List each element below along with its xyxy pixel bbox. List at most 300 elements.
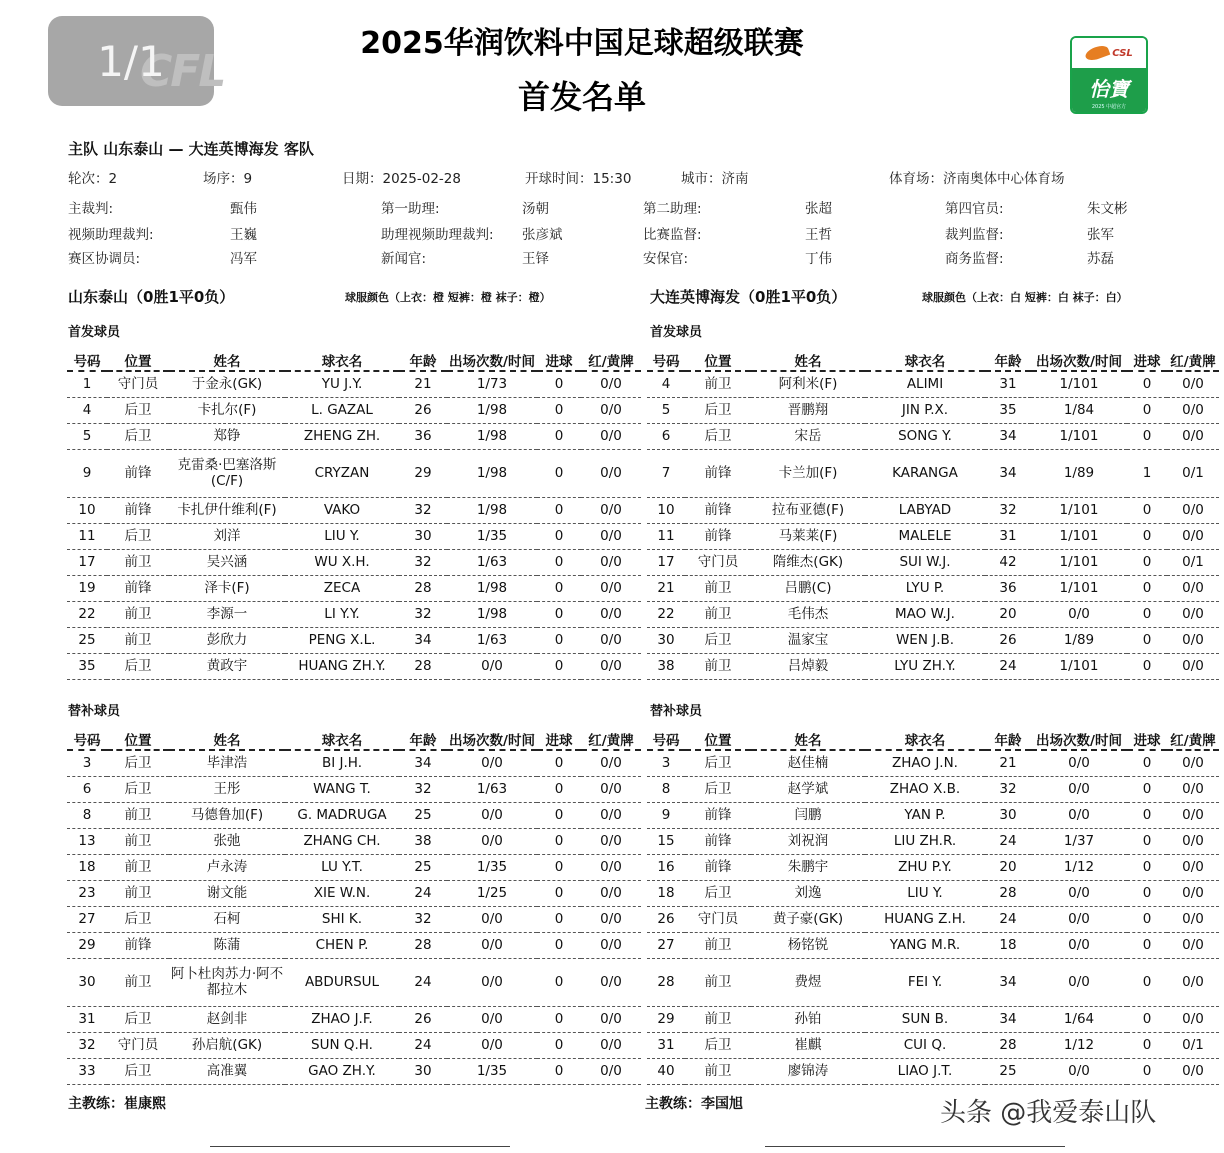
table-row	[647, 549, 1219, 575]
table-cell: 0/0	[1167, 423, 1219, 449]
table-cell: 0	[1127, 627, 1167, 653]
column-header: 号码	[67, 349, 107, 371]
table-row	[67, 1032, 641, 1058]
table-cell: 21	[985, 750, 1031, 776]
table-cell: 1/12	[1031, 854, 1127, 880]
table-cell: 33	[67, 1058, 107, 1084]
table-cell: 0/0	[1031, 932, 1127, 958]
table-cell: 前锋	[685, 802, 751, 828]
table-cell: 4	[67, 397, 107, 423]
table-row	[67, 627, 641, 653]
table-cell: 30	[985, 802, 1031, 828]
table-cell: 阿卜杜肉苏力·阿不都拉木	[169, 958, 285, 1006]
table-cell: 0/0	[581, 653, 641, 679]
official-name: 丁伟	[805, 251, 832, 267]
table-cell: 34	[985, 423, 1031, 449]
home-starting-label: 首发球员	[68, 325, 121, 340]
table-cell: 1/101	[1031, 575, 1127, 601]
table-cell: 0	[1127, 750, 1167, 776]
table-cell: 10	[67, 497, 107, 523]
column-header: 进球	[1127, 349, 1167, 371]
table-cell: 34	[399, 627, 447, 653]
table-cell: 0	[1127, 906, 1167, 932]
table-cell: 杨铭锐	[751, 932, 865, 958]
table-row	[67, 932, 641, 958]
table-cell: LYU ZH.Y.	[865, 653, 985, 679]
table-cell: 后卫	[107, 906, 169, 932]
table-cell: 守门员	[685, 906, 751, 932]
table-cell: 0	[1127, 880, 1167, 906]
official-role: 比赛监督:	[643, 227, 702, 243]
table-cell: 0/0	[581, 423, 641, 449]
table-cell: 0	[1127, 1058, 1167, 1084]
table-cell: 前卫	[107, 880, 169, 906]
table-cell: 0/0	[581, 397, 641, 423]
column-header: 出场次数/时间	[447, 349, 537, 371]
table-row	[647, 932, 1219, 958]
table-cell: 20	[985, 854, 1031, 880]
table-cell: 石柯	[169, 906, 285, 932]
home-coach	[68, 1093, 166, 1113]
away-starting-table	[647, 349, 1219, 680]
table-cell: 0/0	[581, 627, 641, 653]
table-cell: 守门员	[107, 371, 169, 397]
table-cell: 21	[647, 575, 685, 601]
table-cell: WANG T.	[285, 776, 399, 802]
table-cell: LIAO J.T.	[865, 1058, 985, 1084]
table-cell: CRYZAN	[285, 449, 399, 497]
table-cell: 前锋	[685, 449, 751, 497]
column-header: 号码	[647, 349, 685, 371]
table-cell: ALIMI	[865, 371, 985, 397]
table-cell: 0/0	[1167, 1006, 1219, 1032]
table-cell: 1/35	[447, 523, 537, 549]
column-header: 出场次数/时间	[1031, 728, 1127, 750]
column-header: 球衣名	[285, 349, 399, 371]
column-header: 红/黄牌	[581, 349, 641, 371]
watermark: 头条 @我爱泰山队	[940, 1098, 1157, 1128]
official-role: 新闻官:	[381, 251, 427, 267]
table-cell: 3	[67, 750, 107, 776]
table-cell: 前锋	[685, 523, 751, 549]
table-cell: 0	[1127, 802, 1167, 828]
table-cell: BI J.H.	[285, 750, 399, 776]
column-header: 年龄	[399, 349, 447, 371]
table-cell: 0	[1127, 397, 1167, 423]
table-cell: 赵学斌	[751, 776, 865, 802]
table-cell: 0	[1127, 601, 1167, 627]
table-cell: 0/0	[1031, 802, 1127, 828]
table-cell: 后卫	[107, 1058, 169, 1084]
table-row	[67, 802, 641, 828]
table-cell: 1/25	[447, 880, 537, 906]
table-cell: 刘逸	[751, 880, 865, 906]
table-cell: 后卫	[107, 750, 169, 776]
table-cell: KARANGA	[865, 449, 985, 497]
table-cell: 0/0	[581, 371, 641, 397]
table-cell: 22	[67, 601, 107, 627]
table-cell: 28	[985, 1032, 1031, 1058]
table-cell: 28	[647, 958, 685, 1006]
table-cell: 崔麒	[751, 1032, 865, 1058]
table-cell: 0/1	[1167, 549, 1219, 575]
table-cell: 后卫	[685, 750, 751, 776]
table-cell: 31	[647, 1032, 685, 1058]
table-cell: 1/35	[447, 854, 537, 880]
table-cell: 泽卡(F)	[169, 575, 285, 601]
table-cell: 0/0	[1167, 397, 1219, 423]
table-cell: 31	[985, 523, 1031, 549]
table-cell: 0/0	[1167, 932, 1219, 958]
table-cell: 18	[647, 880, 685, 906]
table-cell: 24	[985, 906, 1031, 932]
table-cell: 0	[1127, 497, 1167, 523]
table-cell: ZHANG CH.	[285, 828, 399, 854]
table-cell: 0	[537, 1006, 581, 1032]
logo-brand: 怡寶	[1089, 76, 1129, 101]
away-team-title: 大连英博海发（0胜1平0负）	[650, 288, 847, 306]
table-cell: 1	[1127, 449, 1167, 497]
table-cell: 0/0	[1031, 776, 1127, 802]
table-cell: 前卫	[685, 575, 751, 601]
table-row	[67, 497, 641, 523]
table-cell: 陈蒲	[169, 932, 285, 958]
table-cell: 守门员	[107, 1032, 169, 1058]
table-cell: 1/89	[1031, 627, 1127, 653]
table-cell: 9	[67, 449, 107, 497]
column-header: 号码	[647, 728, 685, 750]
round-info: 轮次：2	[68, 171, 118, 187]
column-header: 位置	[685, 728, 751, 750]
table-row	[647, 601, 1219, 627]
table-cell: 24	[399, 880, 447, 906]
table-cell: 黄子豪(GK)	[751, 906, 865, 932]
table-cell: 0/0	[1167, 371, 1219, 397]
table-row	[647, 958, 1219, 1006]
table-cell: LIU Y.	[285, 523, 399, 549]
table-cell: 廖锦涛	[751, 1058, 865, 1084]
table-cell: 1/98	[447, 423, 537, 449]
table-cell: 1	[67, 371, 107, 397]
official-name: 王巍	[230, 227, 257, 243]
away-subs-table	[647, 728, 1219, 1085]
table-row	[647, 1058, 1219, 1084]
table-cell: 25	[399, 802, 447, 828]
table-cell: 0	[1127, 958, 1167, 1006]
column-header: 姓名	[169, 728, 285, 750]
table-cell: 0	[537, 932, 581, 958]
table-cell: 0/0	[1167, 627, 1219, 653]
table-cell: 前卫	[107, 627, 169, 653]
table-cell: 0	[1127, 828, 1167, 854]
table-cell: 隋维杰(GK)	[751, 549, 865, 575]
table-cell: 0	[537, 397, 581, 423]
table-cell: 0/0	[581, 958, 641, 1006]
table-cell: 11	[647, 523, 685, 549]
table-cell: 29	[399, 449, 447, 497]
table-cell: 32	[399, 601, 447, 627]
column-header: 进球	[537, 349, 581, 371]
table-row	[67, 371, 641, 397]
table-cell: 阿利米(F)	[751, 371, 865, 397]
table-cell: 27	[647, 932, 685, 958]
table-cell: 0/0	[447, 828, 537, 854]
table-row	[67, 828, 641, 854]
table-cell: 1/101	[1031, 423, 1127, 449]
table-cell: 9	[647, 802, 685, 828]
table-cell: 26	[985, 627, 1031, 653]
table-row	[647, 653, 1219, 679]
column-header: 红/黄牌	[1167, 349, 1219, 371]
table-cell: 0/0	[1167, 880, 1219, 906]
table-cell: SUN B.	[865, 1006, 985, 1032]
table-cell: 8	[67, 802, 107, 828]
table-cell: 1/37	[1031, 828, 1127, 854]
table-cell: 前卫	[107, 958, 169, 1006]
column-header: 进球	[537, 728, 581, 750]
table-cell: 0	[537, 653, 581, 679]
table-cell: 0	[537, 627, 581, 653]
table-cell: 36	[985, 575, 1031, 601]
table-cell: 1/63	[447, 549, 537, 575]
table-row	[647, 449, 1219, 497]
table-cell: 0/0	[1031, 958, 1127, 1006]
table-cell: 1/101	[1031, 549, 1127, 575]
table-cell: 6	[647, 423, 685, 449]
table-cell: 32	[399, 549, 447, 575]
official-role: 第二助理:	[643, 201, 702, 217]
table-cell: 黄政宇	[169, 653, 285, 679]
table-cell: 1/12	[1031, 1032, 1127, 1058]
table-cell: 29	[647, 1006, 685, 1032]
away-starting-label: 首发球员	[650, 325, 703, 340]
table-cell: 6	[67, 776, 107, 802]
table-cell: 前锋	[685, 497, 751, 523]
official-name: 张超	[805, 201, 832, 217]
table-cell: 0/0	[1167, 906, 1219, 932]
table-cell: WU X.H.	[285, 549, 399, 575]
table-cell: ABDURSUL	[285, 958, 399, 1006]
away-coach	[645, 1093, 743, 1113]
table-cell: 0/0	[1031, 750, 1127, 776]
table-cell: 前卫	[685, 1058, 751, 1084]
table-cell: YAN P.	[865, 802, 985, 828]
document-subtitle: 首发名单	[517, 78, 646, 116]
official-name: 甄伟	[230, 201, 257, 217]
table-cell: 0	[1127, 776, 1167, 802]
table-cell: 0/0	[581, 828, 641, 854]
table-cell: 32	[985, 776, 1031, 802]
table-cell: ZHAO J.N.	[865, 750, 985, 776]
sequence-info: 场序：9	[203, 171, 253, 187]
csl-logo-text: CSL	[1112, 47, 1133, 59]
table-cell: HUANG Z.H.	[865, 906, 985, 932]
column-header: 姓名	[751, 349, 865, 371]
official-name: 张军	[1087, 227, 1114, 243]
table-cell: 0	[537, 449, 581, 497]
table-cell: 0/0	[447, 932, 537, 958]
official-name: 张彦斌	[522, 227, 563, 243]
home-kit-colors: 球服颜色（上衣：橙 短裤：橙 袜子：橙）	[345, 291, 551, 304]
table-cell: 30	[647, 627, 685, 653]
official-role: 主裁判:	[68, 201, 114, 217]
table-cell: 0/0	[447, 653, 537, 679]
table-cell: 0	[537, 958, 581, 1006]
column-header: 位置	[107, 728, 169, 750]
sponsor-logo	[1070, 36, 1148, 114]
table-cell: 0	[537, 776, 581, 802]
home-subs-label: 替补球员	[68, 704, 121, 719]
table-cell: 0	[537, 423, 581, 449]
table-cell: 0/0	[1167, 523, 1219, 549]
table-cell: 0	[537, 1032, 581, 1058]
table-cell: 4	[647, 371, 685, 397]
table-cell: FEI Y.	[865, 958, 985, 1006]
table-cell: 卡扎伊什维利(F)	[169, 497, 285, 523]
table-row	[647, 880, 1219, 906]
table-row	[67, 1058, 641, 1084]
table-cell: 0	[537, 1058, 581, 1084]
column-header: 球衣名	[285, 728, 399, 750]
table-cell: 0/0	[1031, 880, 1127, 906]
table-cell: 后卫	[685, 627, 751, 653]
table-cell: 后卫	[685, 423, 751, 449]
official-role: 裁判监督:	[945, 227, 1004, 243]
table-cell: 0/0	[581, 854, 641, 880]
divider	[210, 1146, 510, 1147]
table-cell: 29	[67, 932, 107, 958]
table-cell: 闫鹏	[751, 802, 865, 828]
table-cell: XIE W.N.	[285, 880, 399, 906]
table-cell: 后卫	[107, 653, 169, 679]
table-cell: 1/89	[1031, 449, 1127, 497]
table-cell: 0/0	[447, 906, 537, 932]
table-cell: 前卫	[685, 932, 751, 958]
table-cell: 费煜	[751, 958, 865, 1006]
table-cell: 0/0	[1031, 601, 1127, 627]
table-row	[67, 958, 641, 1006]
city-info: 城市：济南	[681, 171, 749, 187]
home-team-title: 山东泰山（0胜1平0负）	[68, 288, 235, 306]
table-cell: 前卫	[107, 549, 169, 575]
table-cell: 0	[537, 828, 581, 854]
table-cell: 0/0	[1031, 906, 1127, 932]
table-cell: 0/0	[581, 1006, 641, 1032]
match-heading: 主队 山东泰山 — 大连英博海发 客队	[68, 140, 314, 158]
table-cell: 1/63	[447, 627, 537, 653]
table-cell: 彭欣力	[169, 627, 285, 653]
table-cell: 0/0	[581, 497, 641, 523]
table-cell: 30	[67, 958, 107, 1006]
table-row	[67, 575, 641, 601]
column-header: 号码	[67, 728, 107, 750]
column-header: 位置	[107, 349, 169, 371]
table-row	[647, 802, 1219, 828]
table-cell: LIU Y.	[865, 880, 985, 906]
table-row	[647, 750, 1219, 776]
table-cell: 后卫	[107, 423, 169, 449]
table-cell: CUI Q.	[865, 1032, 985, 1058]
column-header: 球衣名	[865, 349, 985, 371]
table-row	[67, 601, 641, 627]
table-cell: 0	[537, 854, 581, 880]
table-row	[647, 397, 1219, 423]
table-row	[647, 497, 1219, 523]
official-name: 王哲	[805, 227, 832, 243]
table-cell: 25	[67, 627, 107, 653]
table-cell: 后卫	[685, 397, 751, 423]
table-cell: 前卫	[107, 854, 169, 880]
table-cell: 32	[67, 1032, 107, 1058]
table-cell: 0/0	[581, 802, 641, 828]
table-cell: 15	[647, 828, 685, 854]
table-cell: 李源一	[169, 601, 285, 627]
table-cell: 1/101	[1031, 523, 1127, 549]
table-cell: 34	[985, 958, 1031, 1006]
table-cell: 前卫	[685, 958, 751, 1006]
table-cell: L. GAZAL	[285, 397, 399, 423]
table-cell: 0	[537, 371, 581, 397]
table-cell: 卢永涛	[169, 854, 285, 880]
table-cell: 0/0	[581, 575, 641, 601]
table-cell: 1/101	[1031, 497, 1127, 523]
table-row	[67, 1006, 641, 1032]
table-cell: 21	[399, 371, 447, 397]
table-row	[67, 423, 641, 449]
table-cell: 32	[399, 776, 447, 802]
column-header: 进球	[1127, 728, 1167, 750]
away-coach-label: 主教练：	[645, 1096, 701, 1112]
table-cell: 35	[985, 397, 1031, 423]
table-cell: 后卫	[685, 880, 751, 906]
column-header: 年龄	[985, 728, 1031, 750]
table-cell: LIU ZH.R.	[865, 828, 985, 854]
table-cell: 守门员	[685, 549, 751, 575]
table-cell: GAO ZH.Y.	[285, 1058, 399, 1084]
table-cell: 34	[985, 1006, 1031, 1032]
table-cell: 0/0	[447, 802, 537, 828]
table-cell: 0/0	[581, 1032, 641, 1058]
column-header: 出场次数/时间	[447, 728, 537, 750]
home-starting-table	[67, 349, 641, 680]
column-header: 年龄	[399, 728, 447, 750]
home-coach-name: 崔康熙	[124, 1096, 166, 1112]
table-cell: 30	[399, 1058, 447, 1084]
table-cell: 毕津浩	[169, 750, 285, 776]
table-cell: 0	[537, 575, 581, 601]
official-name: 苏磊	[1087, 251, 1114, 267]
official-name: 王铎	[522, 251, 549, 267]
table-cell: 0	[1127, 854, 1167, 880]
away-subs-label: 替补球员	[650, 704, 703, 719]
table-cell: JIN P.X.	[865, 397, 985, 423]
table-cell: 25	[399, 854, 447, 880]
table-row	[67, 750, 641, 776]
table-cell: 0/0	[581, 449, 641, 497]
table-cell: 16	[647, 854, 685, 880]
table-cell: WEN J.B.	[865, 627, 985, 653]
table-row	[67, 906, 641, 932]
table-cell: 1/73	[447, 371, 537, 397]
table-cell: MALELE	[865, 523, 985, 549]
table-cell: 谢文能	[169, 880, 285, 906]
table-cell: SUI W.J.	[865, 549, 985, 575]
table-cell: 宋岳	[751, 423, 865, 449]
table-cell: 高准翼	[169, 1058, 285, 1084]
column-header: 球衣名	[865, 728, 985, 750]
table-row	[647, 854, 1219, 880]
table-cell: 0	[537, 497, 581, 523]
